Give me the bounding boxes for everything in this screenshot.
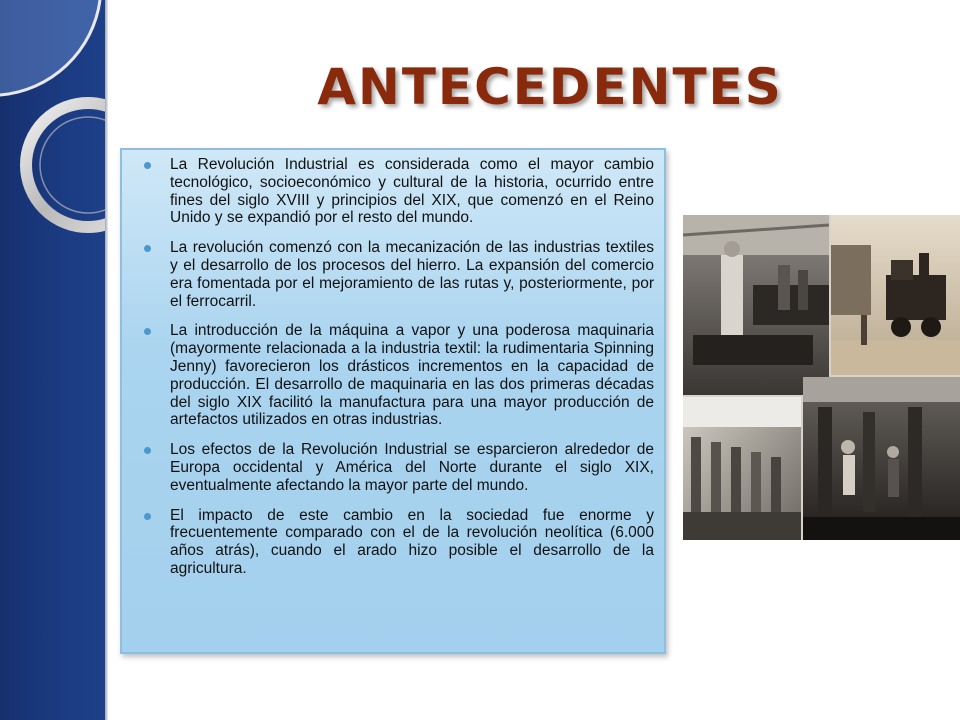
bullet-dot-icon — [144, 328, 151, 335]
content-textbox — [120, 148, 666, 654]
bullet-item — [140, 507, 654, 578]
sidebar-edge — [105, 0, 108, 720]
bullet-text: La Revolución Industrial es considerada como el mayor cambio tecnológico, socioeconómico y cultural de la historia, ocurrido entre fines del siglo XVIII y principios del XIX, que comenzó en el Reino Unido y se expandió por el resto del mundo. — [170, 156, 654, 227]
steam-locomotive-photo — [831, 215, 960, 375]
bullet-dot-icon — [144, 162, 151, 169]
bullet-dot-icon — [144, 513, 151, 520]
photo-collage — [683, 215, 960, 540]
bullet-text: Los efectos de la Revolución Industrial se esparcieron alrededor de Europa occidental y América del Norte durante el siglo XIX, eventualmente afectando la mayor parte del mundo. — [170, 441, 654, 494]
bullet-text: La revolución comenzó con la mecanización de las industrias textiles y el desarrollo de los procesos del hierro. La expansión del comercio era fomentada por el mejoramiento de las rutas y, posteriormente, por el ferrocarril. — [170, 239, 654, 310]
bullet-text: El impacto de este cambio en la sociedad fue enorme y frecuentemente comparado con el de la revolución neolítica (6.000 años atrás), cuando el arado hizo posible el desarrollo de la agricultura. — [170, 506, 654, 577]
decorative-rings-icon — [0, 0, 105, 260]
bullet-text: La introducción de la máquina a vapor y una poderosa maquinaria (mayormente relacionada a la industria textil: la rudimentaria Spinning Jenny) favorecieron los drásticos incrementos en la capacidad de producción. El desarrollo de maquinaria en las dos primeras décadas del siglo XIX facilitó la manufactura para una mayor producción de artefactos utilizados en otras industrias. — [170, 322, 654, 429]
bullet-list — [140, 156, 654, 578]
slide-title: ANTECEDENTES — [317, 58, 783, 116]
bullet-item — [140, 441, 654, 494]
forge-workshop-photo — [803, 377, 960, 540]
bullet-item — [140, 239, 654, 310]
bullet-item — [140, 156, 654, 227]
bullet-dot-icon — [144, 447, 151, 454]
bullet-dot-icon — [144, 245, 151, 252]
textile-mill-photo — [683, 397, 801, 540]
sidebar-panel — [0, 0, 105, 720]
factory-workers-photo — [683, 215, 829, 395]
bullet-item — [140, 322, 654, 429]
